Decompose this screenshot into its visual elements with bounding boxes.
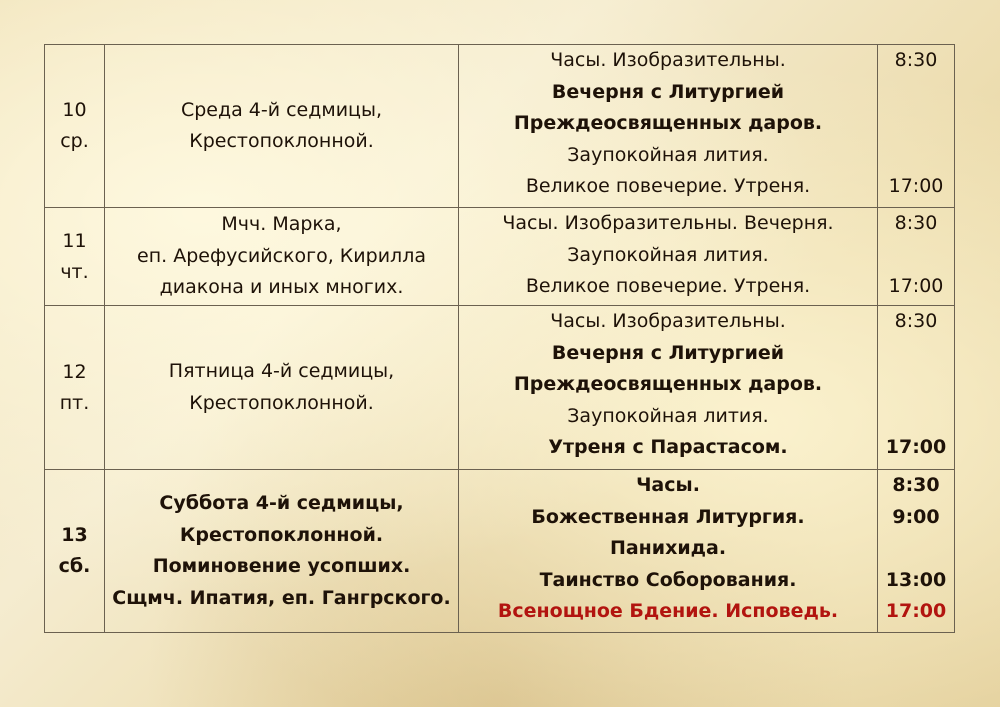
feast-line: Крестопоклонной. xyxy=(179,523,384,546)
service-line: Вечерня с Литургией xyxy=(551,341,785,364)
day-of-week: чт. xyxy=(60,260,89,283)
feast-cell xyxy=(105,45,459,208)
day-cell xyxy=(45,470,105,633)
service-time: 17:00 xyxy=(885,600,947,622)
service-time: 8:30 xyxy=(894,212,938,234)
time-cell xyxy=(878,45,955,208)
feast-line: еп. Арефусийского, Кирилла xyxy=(137,244,426,267)
feast-line: Мчч. Марка, xyxy=(221,213,342,236)
day-number: 12 xyxy=(62,360,87,383)
service-line: Преждеосвященных даров. xyxy=(513,373,823,395)
feast-line: Крестопоклонной. xyxy=(189,130,374,152)
day-of-week: ср. xyxy=(60,130,89,152)
service-time: 8:30 xyxy=(894,310,938,332)
time-cell xyxy=(878,208,955,306)
feast-line: Пятница 4-й седмицы, xyxy=(168,360,395,382)
schedule-row xyxy=(45,470,955,633)
service-time: 17:00 xyxy=(888,175,944,197)
day-cell xyxy=(45,306,105,470)
day-number: 11 xyxy=(62,229,87,252)
day-number: 10 xyxy=(62,99,87,121)
day-of-week: сб. xyxy=(58,555,91,577)
time-cell xyxy=(878,306,955,470)
feast-cell xyxy=(105,306,459,470)
service-line: Заупокойная лития. xyxy=(567,404,769,427)
service-line: Преждеосвященных даров. xyxy=(513,112,823,134)
service-line: Часы. Изобразительны. xyxy=(550,310,786,332)
service-line: Утреня с Парастасом. xyxy=(548,436,788,458)
day-of-week: пт. xyxy=(59,391,90,414)
feast-line: Сщмч. Ипатия, еп. Гангрского. xyxy=(112,586,451,609)
service-line: Часы. xyxy=(636,474,700,496)
service-time: 8:30 xyxy=(894,49,938,71)
schedule-row xyxy=(45,208,955,306)
services-cell xyxy=(459,306,878,470)
service-time: 17:00 xyxy=(888,275,944,297)
services-cell xyxy=(459,208,878,306)
service-line: Всенощное Бдение. Исповедь. xyxy=(497,600,839,622)
feast-cell xyxy=(105,470,459,633)
day-cell xyxy=(45,45,105,208)
feast-line: диакона и иных многих. xyxy=(159,276,404,299)
feast-line: Суббота 4-й седмицы, xyxy=(159,492,404,514)
feast-line: Крестопоклонной. xyxy=(189,391,374,414)
service-line: Часы. Изобразительны. Вечерня. xyxy=(502,212,834,234)
service-line: Таинство Соборования. xyxy=(539,568,797,591)
feast-line: Среда 4-й седмицы, xyxy=(180,98,383,121)
schedule-row xyxy=(45,306,955,470)
service-line: Вечерня с Литургией xyxy=(551,80,785,103)
schedule-row xyxy=(45,45,955,208)
service-line: Божественная Литургия. xyxy=(531,505,805,528)
day-number: 13 xyxy=(61,524,88,546)
service-time: 13:00 xyxy=(885,568,947,591)
feast-line: Поминовение усопших. xyxy=(152,555,411,577)
service-time: 8:30 xyxy=(892,474,940,496)
service-line: Заупокойная лития. xyxy=(567,243,769,266)
services-cell xyxy=(459,470,878,633)
service-line: Часы. Изобразительны. xyxy=(550,49,786,71)
service-line: Панихида. xyxy=(609,537,727,559)
service-line: Заупокойная лития. xyxy=(567,143,769,166)
day-cell xyxy=(45,208,105,306)
service-time: 9:00 xyxy=(892,505,940,528)
schedule-body xyxy=(45,45,955,633)
service-line: Великое повечерие. Утреня. xyxy=(525,275,811,297)
schedule-table xyxy=(44,44,955,633)
feast-cell xyxy=(105,208,459,306)
service-line: Великое повечерие. Утреня. xyxy=(525,175,811,197)
service-time: 17:00 xyxy=(885,436,947,458)
services-cell xyxy=(459,45,878,208)
time-cell xyxy=(878,470,955,633)
